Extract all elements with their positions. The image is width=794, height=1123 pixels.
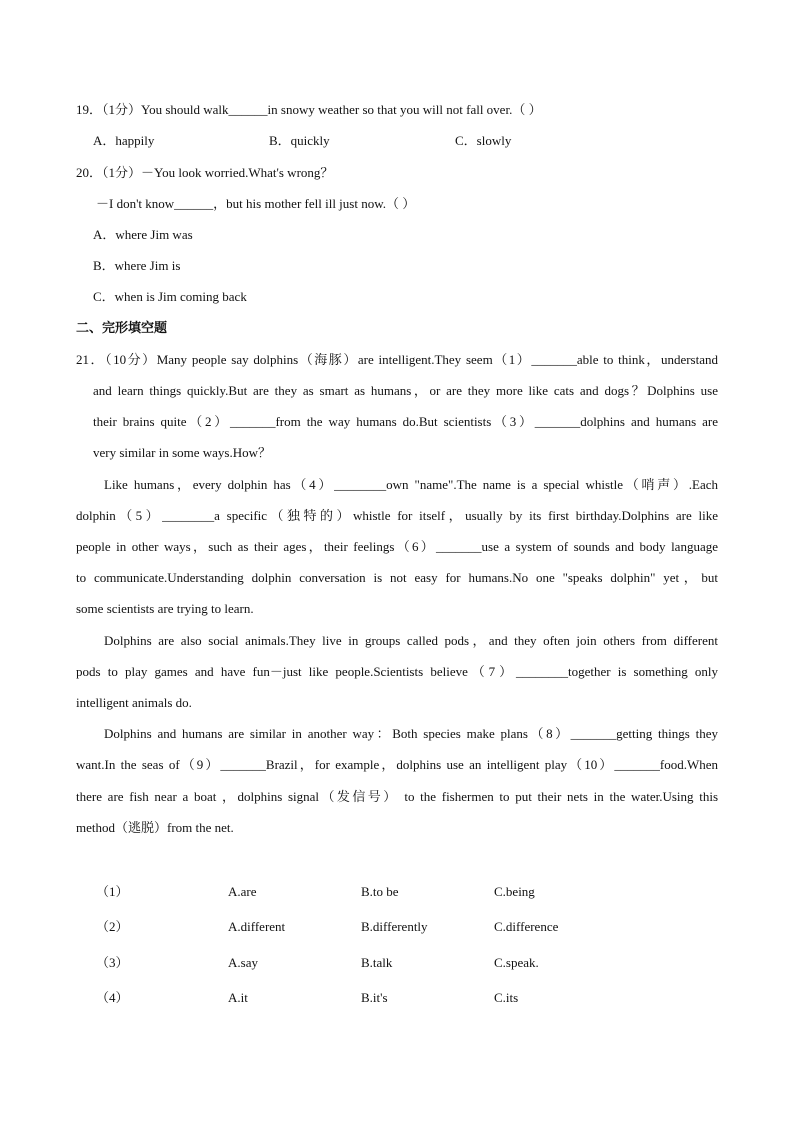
passage-line: pods to play games and have fun－just like people.Scientists believe（7）________together is something only xyxy=(76,664,718,679)
choice-option-a: A.different xyxy=(228,919,286,934)
choice-number: （4） xyxy=(96,990,129,1005)
passage-line: people in other ways，such as their ages，their feelings（6）_______use a system of sounds and body language xyxy=(76,539,718,554)
passage-line: some scientists are trying to learn. xyxy=(76,601,254,616)
q20-option-c: C．when is Jim coming back xyxy=(93,289,247,304)
passage-line: Dolphins and humans are similar in another way：Both species make plans（8）_______getting things they xyxy=(104,726,718,741)
question-20-stem: 20．（1分）－You look worried.What's wrong？ xyxy=(76,165,334,180)
q19-option-c: C．slowly xyxy=(455,133,512,148)
choice-number: （1） xyxy=(96,884,129,899)
choice-option-a: A.are xyxy=(228,884,257,899)
question-20-stem-line2: －I don't know______，but his mother fell ill just now.（ ） xyxy=(96,196,416,211)
choice-option-c: C.its xyxy=(494,990,519,1005)
passage-line: intelligent animals do. xyxy=(76,695,192,710)
choice-option-c: C.speak. xyxy=(494,955,539,970)
choice-option-b: B.talk xyxy=(361,955,393,970)
q19-option-a: A．happily xyxy=(93,133,155,148)
passage-line: method（逃脱）from the net. xyxy=(76,820,234,835)
passage-line: to communicate.Understanding dolphin conversation is not easy for humans.No one "speaks dolphin" yet，but xyxy=(76,570,718,585)
passage-line: Dolphins are also social animals.They live in groups called pods，and they often join others from different xyxy=(104,633,718,648)
passage-line: want.In the seas of（9）_______Brazil，for example，dolphins use an intelligent play（10）_______food.When xyxy=(76,757,718,772)
passage-line: and learn things quickly.But are they as smart as humans，or are they more like cats and dogs？Dolphins use xyxy=(93,383,718,398)
passage-line: their brains quite（2）_______from the way humans do.But scientists（3）_______dolphins and humans are xyxy=(93,414,718,429)
choice-number: （2） xyxy=(96,919,129,934)
choice-option-b: B.to be xyxy=(361,884,399,899)
section-heading: 二、完形填空题 xyxy=(76,320,168,335)
choice-option-c: C.difference xyxy=(494,919,559,934)
q20-option-b: B．where Jim is xyxy=(93,258,181,273)
passage-line: dolphin（5）________a specific（独特的）whistle for itself，usually by its first birthday.Dolphins are like xyxy=(76,508,718,523)
choice-option-b: B.differently xyxy=(361,919,428,934)
passage-line: Like humans，every dolphin has（4）________own "name".The name is a special whistle（哨声）.Each xyxy=(104,477,718,492)
choice-option-c: C.being xyxy=(494,884,535,899)
q19-option-b: B．quickly xyxy=(269,133,330,148)
question-19-stem: 19．（1分）You should walk______in snowy weather so that you will not fall over.（ ） xyxy=(76,102,542,117)
choice-option-b: B.it's xyxy=(361,990,388,1005)
passage-line: there are fish near a boat ，dolphins signal（发信号） to the fishermen to put their nets in the water.Using this xyxy=(76,789,718,804)
passage-line: 21．（10分）Many people say dolphins（海豚）are intelligent.They seem（1）_______able to think，understand xyxy=(76,352,718,367)
choice-option-a: A.it xyxy=(228,990,248,1005)
choice-number: （3） xyxy=(96,955,129,970)
passage-line: very similar in some ways.How？ xyxy=(93,445,272,460)
q20-option-a: A．where Jim was xyxy=(93,227,193,242)
choice-option-a: A.say xyxy=(228,955,258,970)
